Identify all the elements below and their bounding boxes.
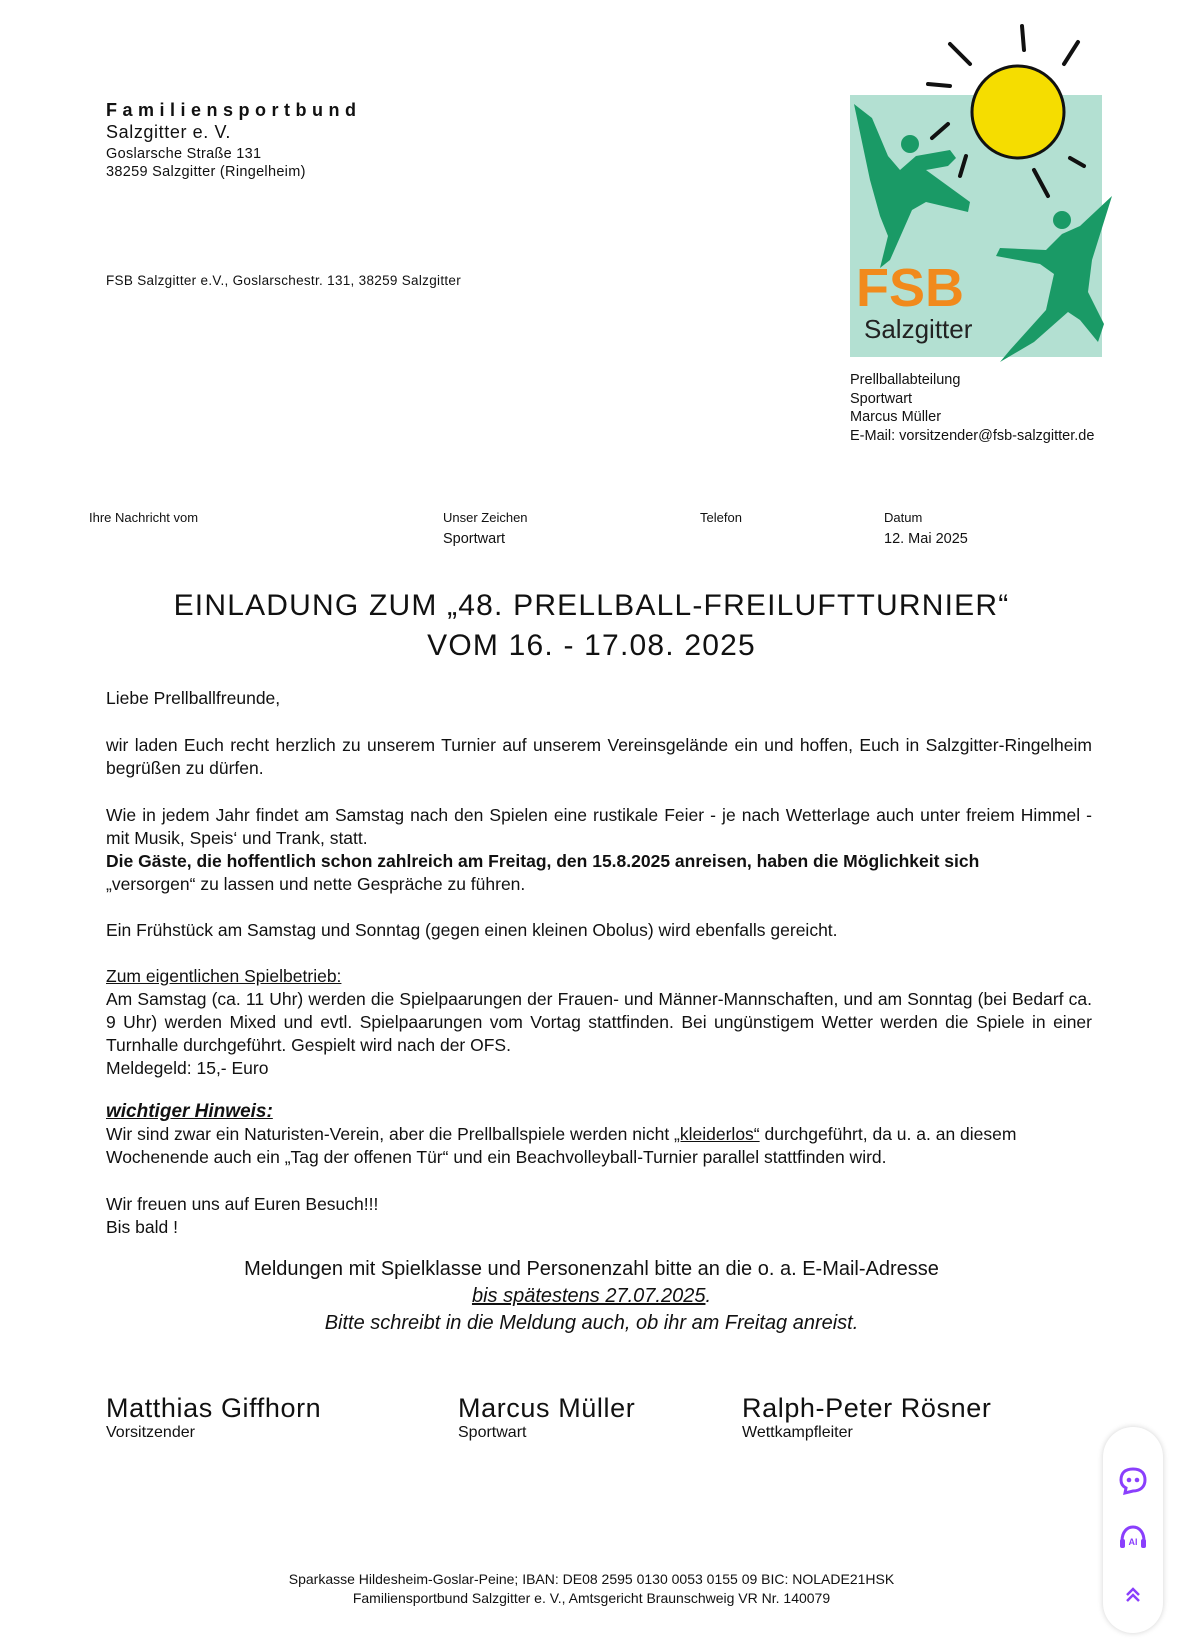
ref-value-sign: Sportwart bbox=[443, 531, 506, 547]
signature-3 bbox=[742, 1393, 991, 1442]
registration-notice bbox=[0, 1256, 1183, 1337]
hint-text bbox=[106, 1123, 1092, 1169]
hint-heading: wichtiger Hinweis: bbox=[106, 1101, 273, 1122]
sender-street: Goslarsche Straße 131 bbox=[106, 146, 262, 162]
registration-deadline-date: bis spätestens 27.07.2025 bbox=[471, 1285, 706, 1307]
hint-text-underlined: „kleiderlos“ bbox=[674, 1124, 760, 1144]
paragraph-2: Wie in jedem Jahr findet am Samstag nach den Spielen eine rustikale Feier - je nach Wetterlage auch unter freiem Himmel - mit Musik, Speis‘ und Trank, statt. bbox=[106, 805, 1092, 848]
signature-name: Marcus Müller bbox=[458, 1393, 636, 1423]
registration-deadline-end: . bbox=[705, 1285, 712, 1307]
contact-department: Prellballabteilung bbox=[850, 372, 961, 388]
ref-label-phone: Telefon bbox=[700, 510, 742, 525]
fsb-logo bbox=[850, 20, 1130, 370]
paragraph-3 bbox=[106, 850, 1092, 896]
closing-line-2: Bis bald ! bbox=[106, 1217, 178, 1237]
paragraph-4: Ein Frühstück am Samstag und Sonntag (gegen einen kleinen Obolus) wird ebenfalls gereicht. bbox=[106, 920, 838, 940]
fee: Meldegeld: 15,- Euro bbox=[106, 1058, 269, 1078]
hint-text-a: Wir sind zwar ein Naturisten-Verein, aber die Prellballspiele werden nicht bbox=[106, 1124, 675, 1144]
closing-line-1: Wir freuen uns auf Euren Besuch!!! bbox=[106, 1194, 379, 1214]
footer bbox=[0, 1570, 1183, 1608]
sun bbox=[972, 66, 1064, 158]
registration-deadline bbox=[0, 1283, 1183, 1310]
ref-value-date: 12. Mai 2025 bbox=[884, 531, 968, 547]
greeting: Liebe Prellballfreunde, bbox=[106, 688, 281, 708]
logo-abbr: FSB bbox=[856, 258, 964, 318]
sender-subtitle: Salzgitter e. V. bbox=[106, 122, 232, 142]
ref-label-sign: Unser Zeichen bbox=[443, 510, 528, 525]
contact-email: E-Mail: vorsitzender@fsb-salzgitter.de bbox=[850, 427, 1095, 444]
footer-register: Familiensportbund Salzgitter e. V., Amtsgericht Braunschweig VR Nr. 140079 bbox=[352, 1590, 831, 1606]
signature-2 bbox=[458, 1393, 635, 1442]
ref-label-message: Ihre Nachricht vom bbox=[89, 510, 199, 525]
signature-1 bbox=[106, 1393, 321, 1442]
contact-person: Marcus Müller bbox=[850, 409, 942, 425]
ai-assistant-icon[interactable] bbox=[1117, 1523, 1149, 1555]
floating-assistant-panel bbox=[1103, 1427, 1163, 1633]
logo-city: Salzgitter bbox=[864, 314, 973, 344]
signature-name: Matthias Giffhorn bbox=[106, 1393, 322, 1423]
signature-role: Vorsitzender bbox=[106, 1424, 195, 1441]
footer-bank: Sparkasse Hildesheim-Goslar-Peine; IBAN: DE08 2595 0130 0053 0155 09 BIC: NOLADE21HSK bbox=[288, 1571, 895, 1587]
chat-bot-icon[interactable] bbox=[1117, 1465, 1149, 1497]
game-heading: Zum eigentlichen Spielbetrieb: bbox=[106, 966, 342, 986]
paragraph-3-rest: „versorgen“ zu lassen und nette Gespräche zu führen. bbox=[106, 874, 526, 894]
sender-name: Familiensportbund bbox=[106, 100, 362, 120]
hint-text-b: durchgeführt, da u. a. an diesem Wochenende auch ein „Tag der offenen Tür“ und ein Beachvolleyball-Turnier parallel stattfinden wird. bbox=[106, 1124, 1017, 1167]
title-line-2: VOM 16. - 17.08. 2025 bbox=[427, 629, 756, 662]
sender-city: 38259 Salzgitter (Ringelheim) bbox=[106, 164, 306, 180]
svg-text:AI: AI bbox=[1128, 1537, 1138, 1547]
ref-label-date: Datum bbox=[884, 510, 923, 525]
paragraph-3-bold: Die Gäste, die hoffentlich schon zahlreich am Freitag, den 15.8.2025 anreisen, haben die Möglichkeit sich bbox=[106, 851, 980, 871]
signature-name: Ralph-Peter Rösner bbox=[742, 1393, 992, 1423]
registration-line-3: Bitte schreibt in die Meldung auch, ob ihr am Freitag anreist. bbox=[324, 1312, 859, 1334]
contact-role: Sportwart bbox=[850, 390, 913, 407]
closing bbox=[106, 1193, 1092, 1239]
signature-role: Wettkampfleiter bbox=[742, 1424, 853, 1441]
return-address: FSB Salzgitter e.V., Goslarschestr. 131, 38259 Salzgitter bbox=[106, 273, 462, 288]
title-line-1: EINLADUNG ZUM „48. PRELLBALL-FREILUFTTURNIER“ bbox=[173, 589, 1010, 622]
contact-block bbox=[850, 371, 1094, 445]
hint-section bbox=[106, 1100, 1092, 1169]
document-title bbox=[0, 586, 1183, 666]
game-text: Am Samstag (ca. 11 Uhr) werden die Spielpaarungen der Frauen- und Männer-Mannschaften, und am Sonntag (bei Bedarf ca. 9 Uhr) werden Mixed und evtl. Spielpaarungen vom Vortag stattfinden. Bei ungünstigem Wetter werden die Spiele in einer Turnhalle durchgeführt. Gespielt wird nach der OFS. bbox=[106, 989, 1092, 1055]
scroll-up-icon[interactable] bbox=[1121, 1583, 1145, 1607]
registration-line-1: Meldungen mit Spielklasse und Personenzahl bitte an die o. a. E-Mail-Adresse bbox=[244, 1258, 939, 1280]
signature-role: Sportwart bbox=[458, 1424, 527, 1441]
paragraph-1: wir laden Euch recht herzlich zu unserem Turnier auf unserem Vereinsgelände ein und hoffen, Euch in Salzgitter-Ringelheim begrüßen zu dürfen. bbox=[106, 735, 1092, 778]
